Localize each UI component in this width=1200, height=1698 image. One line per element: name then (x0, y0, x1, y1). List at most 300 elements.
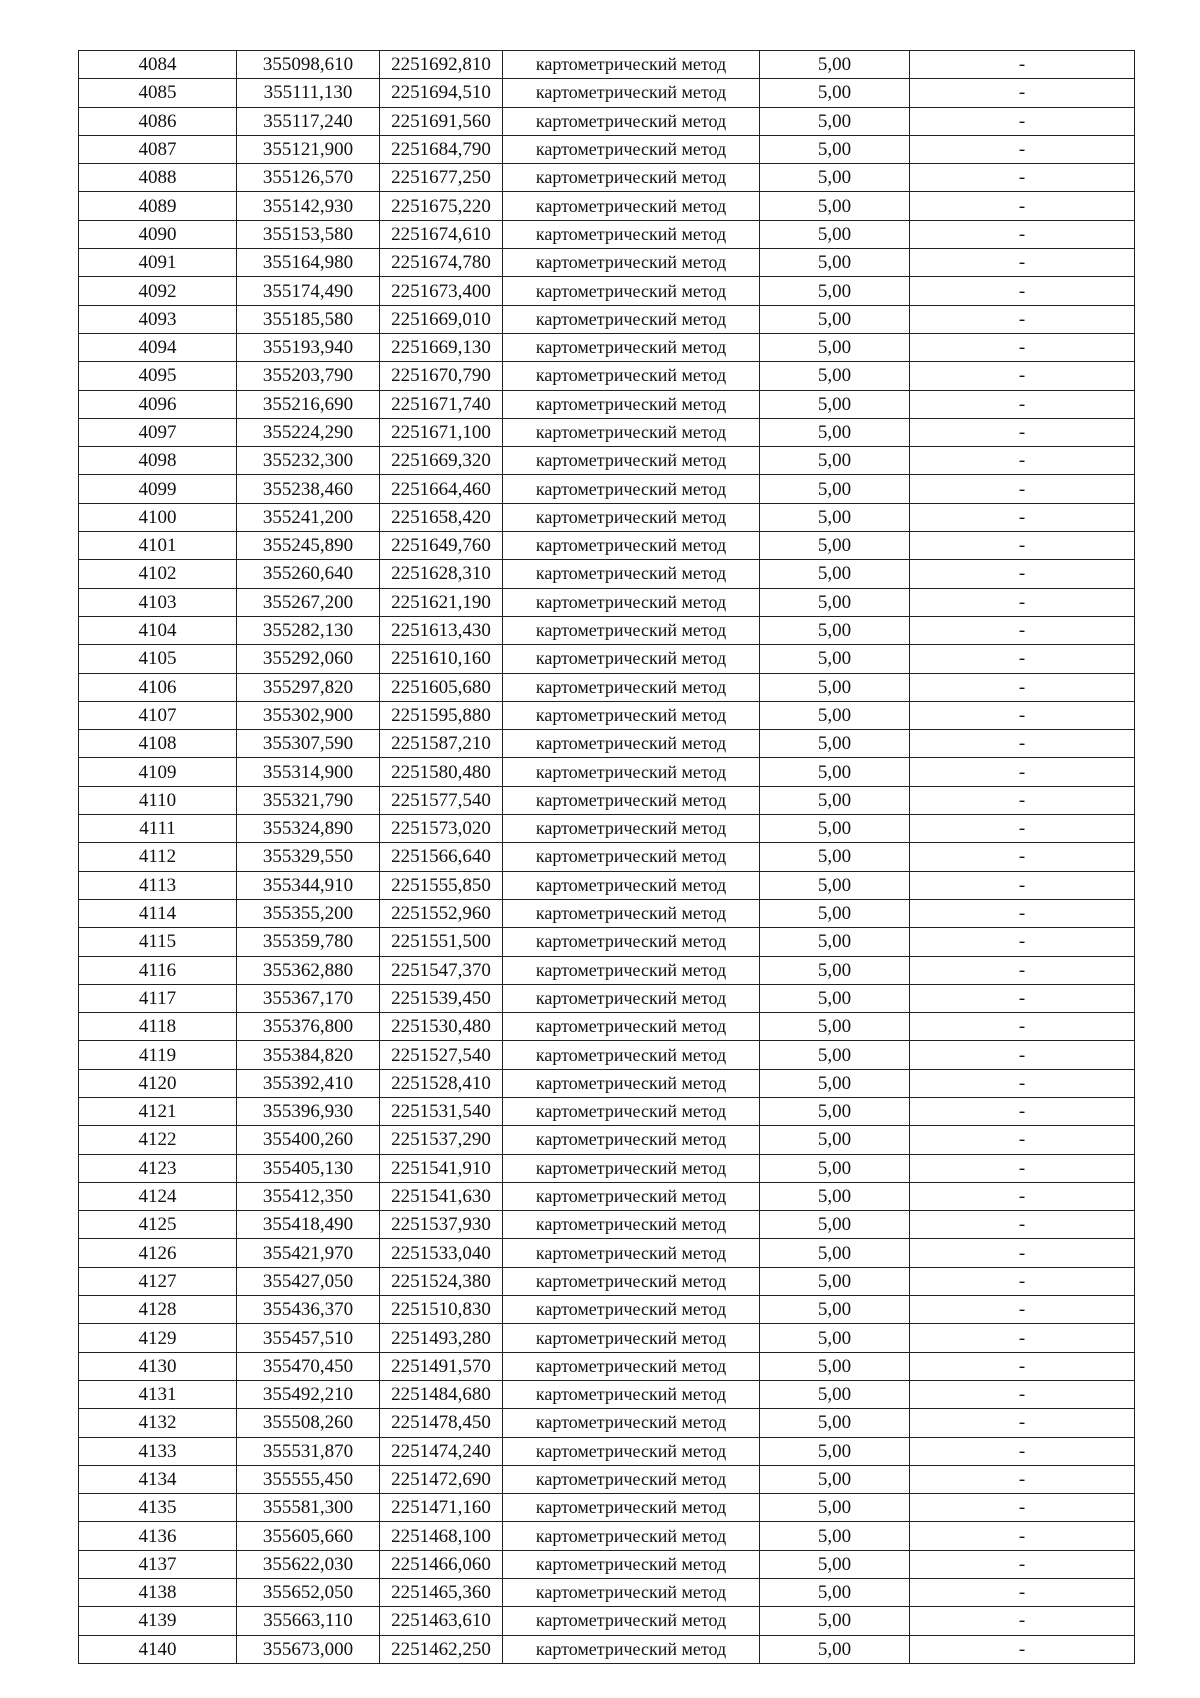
x-coordinate-cell: 355121,900 (237, 135, 380, 163)
accuracy-cell: 5,00 (760, 815, 910, 843)
point-number-cell: 4139 (79, 1607, 237, 1635)
method-cell: картометрический метод (503, 786, 760, 814)
x-coordinate-cell: 355245,890 (237, 532, 380, 560)
x-coordinate-cell: 355111,130 (237, 79, 380, 107)
x-coordinate-cell: 355376,800 (237, 1013, 380, 1041)
point-number-cell: 4106 (79, 673, 237, 701)
y-coordinate-cell: 2251610,160 (380, 645, 503, 673)
x-coordinate-cell: 355193,940 (237, 333, 380, 361)
table-row (79, 984, 1135, 1012)
coordinates-table (78, 50, 1135, 1664)
y-coordinate-cell: 2251537,290 (380, 1126, 503, 1154)
method-cell: картометрический метод (503, 192, 760, 220)
y-coordinate-cell: 2251674,780 (380, 249, 503, 277)
description-cell: - (910, 673, 1135, 701)
table-row (79, 1437, 1135, 1465)
x-coordinate-cell: 355492,210 (237, 1380, 380, 1408)
table-row (79, 390, 1135, 418)
point-number-cell: 4140 (79, 1635, 237, 1663)
x-coordinate-cell: 355321,790 (237, 786, 380, 814)
method-cell: картометрический метод (503, 1409, 760, 1437)
y-coordinate-cell: 2251669,130 (380, 333, 503, 361)
x-coordinate-cell: 355117,240 (237, 107, 380, 135)
point-number-cell: 4135 (79, 1494, 237, 1522)
y-coordinate-cell: 2251694,510 (380, 79, 503, 107)
y-coordinate-cell: 2251537,930 (380, 1211, 503, 1239)
x-coordinate-cell: 355362,880 (237, 956, 380, 984)
y-coordinate-cell: 2251669,320 (380, 447, 503, 475)
point-number-cell: 4101 (79, 532, 237, 560)
x-coordinate-cell: 355153,580 (237, 220, 380, 248)
point-number-cell: 4105 (79, 645, 237, 673)
x-coordinate-cell: 355344,910 (237, 871, 380, 899)
point-number-cell: 4111 (79, 815, 237, 843)
y-coordinate-cell: 2251541,910 (380, 1154, 503, 1182)
method-cell: картометрический метод (503, 1607, 760, 1635)
point-number-cell: 4089 (79, 192, 237, 220)
accuracy-cell: 5,00 (760, 1013, 910, 1041)
description-cell: - (910, 1211, 1135, 1239)
x-coordinate-cell: 355555,450 (237, 1465, 380, 1493)
table-row (79, 616, 1135, 644)
description-cell: - (910, 1607, 1135, 1635)
x-coordinate-cell: 355470,450 (237, 1352, 380, 1380)
point-number-cell: 4096 (79, 390, 237, 418)
accuracy-cell: 5,00 (760, 1211, 910, 1239)
table-row (79, 532, 1135, 560)
y-coordinate-cell: 2251691,560 (380, 107, 503, 135)
accuracy-cell: 5,00 (760, 1380, 910, 1408)
table-row (79, 1041, 1135, 1069)
point-number-cell: 4116 (79, 956, 237, 984)
description-cell: - (910, 107, 1135, 135)
point-number-cell: 4124 (79, 1182, 237, 1210)
y-coordinate-cell: 2251669,010 (380, 305, 503, 333)
y-coordinate-cell: 2251527,540 (380, 1041, 503, 1069)
description-cell: - (910, 362, 1135, 390)
x-coordinate-cell: 355359,780 (237, 928, 380, 956)
x-coordinate-cell: 355324,890 (237, 815, 380, 843)
method-cell: картометрический метод (503, 51, 760, 79)
point-number-cell: 4100 (79, 503, 237, 531)
x-coordinate-cell: 355436,370 (237, 1296, 380, 1324)
description-cell: - (910, 1579, 1135, 1607)
description-cell: - (910, 1324, 1135, 1352)
point-number-cell: 4137 (79, 1550, 237, 1578)
point-number-cell: 4088 (79, 164, 237, 192)
y-coordinate-cell: 2251621,190 (380, 588, 503, 616)
y-coordinate-cell: 2251675,220 (380, 192, 503, 220)
accuracy-cell: 5,00 (760, 532, 910, 560)
description-cell: - (910, 532, 1135, 560)
accuracy-cell: 5,00 (760, 1239, 910, 1267)
accuracy-cell: 5,00 (760, 984, 910, 1012)
table-row (79, 51, 1135, 79)
table-row (79, 956, 1135, 984)
point-number-cell: 4110 (79, 786, 237, 814)
table-row (79, 1126, 1135, 1154)
point-number-cell: 4091 (79, 249, 237, 277)
accuracy-cell: 5,00 (760, 418, 910, 446)
x-coordinate-cell: 355605,660 (237, 1522, 380, 1550)
table-row (79, 673, 1135, 701)
description-cell: - (910, 249, 1135, 277)
table-row (79, 164, 1135, 192)
table-row (79, 249, 1135, 277)
y-coordinate-cell: 2251465,360 (380, 1579, 503, 1607)
description-cell: - (910, 843, 1135, 871)
accuracy-cell: 5,00 (760, 249, 910, 277)
x-coordinate-cell: 355216,690 (237, 390, 380, 418)
y-coordinate-cell: 2251533,040 (380, 1239, 503, 1267)
table-row (79, 135, 1135, 163)
y-coordinate-cell: 2251684,790 (380, 135, 503, 163)
table-row (79, 1154, 1135, 1182)
accuracy-cell: 5,00 (760, 1522, 910, 1550)
x-coordinate-cell: 355282,130 (237, 616, 380, 644)
point-number-cell: 4133 (79, 1437, 237, 1465)
accuracy-cell: 5,00 (760, 503, 910, 531)
y-coordinate-cell: 2251539,450 (380, 984, 503, 1012)
method-cell: картометрический метод (503, 1635, 760, 1663)
method-cell: картометрический метод (503, 1097, 760, 1125)
description-cell: - (910, 51, 1135, 79)
method-cell: картометрический метод (503, 1465, 760, 1493)
table-row (79, 588, 1135, 616)
method-cell: картометрический метод (503, 1352, 760, 1380)
point-number-cell: 4084 (79, 51, 237, 79)
table-row (79, 758, 1135, 786)
x-coordinate-cell: 355508,260 (237, 1409, 380, 1437)
accuracy-cell: 5,00 (760, 1182, 910, 1210)
table-row (79, 899, 1135, 927)
x-coordinate-cell: 355302,900 (237, 701, 380, 729)
accuracy-cell: 5,00 (760, 928, 910, 956)
y-coordinate-cell: 2251531,540 (380, 1097, 503, 1125)
x-coordinate-cell: 355203,790 (237, 362, 380, 390)
table-row (79, 447, 1135, 475)
y-coordinate-cell: 2251524,380 (380, 1267, 503, 1295)
x-coordinate-cell: 355405,130 (237, 1154, 380, 1182)
accuracy-cell: 5,00 (760, 1579, 910, 1607)
method-cell: картометрический метод (503, 1154, 760, 1182)
accuracy-cell: 5,00 (760, 1041, 910, 1069)
table-row (79, 1182, 1135, 1210)
table-row (79, 1324, 1135, 1352)
method-cell: картометрический метод (503, 1494, 760, 1522)
description-cell: - (910, 588, 1135, 616)
point-number-cell: 4130 (79, 1352, 237, 1380)
description-cell: - (910, 701, 1135, 729)
description-cell: - (910, 277, 1135, 305)
description-cell: - (910, 192, 1135, 220)
y-coordinate-cell: 2251671,100 (380, 418, 503, 446)
accuracy-cell: 5,00 (760, 79, 910, 107)
x-coordinate-cell: 355292,060 (237, 645, 380, 673)
point-number-cell: 4138 (79, 1579, 237, 1607)
y-coordinate-cell: 2251587,210 (380, 730, 503, 758)
description-cell: - (910, 447, 1135, 475)
x-coordinate-cell: 355367,170 (237, 984, 380, 1012)
table-row (79, 1409, 1135, 1437)
accuracy-cell: 5,00 (760, 843, 910, 871)
table-row (79, 815, 1135, 843)
x-coordinate-cell: 355652,050 (237, 1579, 380, 1607)
point-number-cell: 4134 (79, 1465, 237, 1493)
x-coordinate-cell: 355297,820 (237, 673, 380, 701)
table-row (79, 475, 1135, 503)
y-coordinate-cell: 2251478,450 (380, 1409, 503, 1437)
accuracy-cell: 5,00 (760, 588, 910, 616)
method-cell: картометрический метод (503, 1579, 760, 1607)
description-cell: - (910, 79, 1135, 107)
y-coordinate-cell: 2251649,760 (380, 532, 503, 560)
table-row (79, 192, 1135, 220)
accuracy-cell: 5,00 (760, 1154, 910, 1182)
method-cell: картометрический метод (503, 871, 760, 899)
y-coordinate-cell: 2251580,480 (380, 758, 503, 786)
method-cell: картометрический метод (503, 418, 760, 446)
accuracy-cell: 5,00 (760, 1126, 910, 1154)
method-cell: картометрический метод (503, 107, 760, 135)
table-row (79, 1465, 1135, 1493)
accuracy-cell: 5,00 (760, 1324, 910, 1352)
point-number-cell: 4123 (79, 1154, 237, 1182)
table-row (79, 362, 1135, 390)
x-coordinate-cell: 355267,200 (237, 588, 380, 616)
description-cell: - (910, 984, 1135, 1012)
table-row (79, 786, 1135, 814)
accuracy-cell: 5,00 (760, 786, 910, 814)
accuracy-cell: 5,00 (760, 192, 910, 220)
method-cell: картометрический метод (503, 333, 760, 361)
y-coordinate-cell: 2251573,020 (380, 815, 503, 843)
x-coordinate-cell: 355232,300 (237, 447, 380, 475)
point-number-cell: 4098 (79, 447, 237, 475)
table-row (79, 701, 1135, 729)
y-coordinate-cell: 2251493,280 (380, 1324, 503, 1352)
accuracy-cell: 5,00 (760, 1635, 910, 1663)
description-cell: - (910, 1126, 1135, 1154)
description-cell: - (910, 1550, 1135, 1578)
accuracy-cell: 5,00 (760, 305, 910, 333)
description-cell: - (910, 333, 1135, 361)
method-cell: картометрический метод (503, 560, 760, 588)
table-row (79, 1522, 1135, 1550)
x-coordinate-cell: 355622,030 (237, 1550, 380, 1578)
method-cell: картометрический метод (503, 1522, 760, 1550)
x-coordinate-cell: 355427,050 (237, 1267, 380, 1295)
description-cell: - (910, 220, 1135, 248)
y-coordinate-cell: 2251670,790 (380, 362, 503, 390)
description-cell: - (910, 164, 1135, 192)
method-cell: картометрический метод (503, 362, 760, 390)
method-cell: картометрический метод (503, 475, 760, 503)
y-coordinate-cell: 2251628,310 (380, 560, 503, 588)
method-cell: картометрический метод (503, 447, 760, 475)
point-number-cell: 4129 (79, 1324, 237, 1352)
method-cell: картометрический метод (503, 1550, 760, 1578)
x-coordinate-cell: 355400,260 (237, 1126, 380, 1154)
y-coordinate-cell: 2251692,810 (380, 51, 503, 79)
description-cell: - (910, 1635, 1135, 1663)
x-coordinate-cell: 355418,490 (237, 1211, 380, 1239)
accuracy-cell: 5,00 (760, 390, 910, 418)
accuracy-cell: 5,00 (760, 447, 910, 475)
point-number-cell: 4119 (79, 1041, 237, 1069)
point-number-cell: 4113 (79, 871, 237, 899)
description-cell: - (910, 1239, 1135, 1267)
y-coordinate-cell: 2251677,250 (380, 164, 503, 192)
y-coordinate-cell: 2251468,100 (380, 1522, 503, 1550)
point-number-cell: 4122 (79, 1126, 237, 1154)
method-cell: картометрический метод (503, 305, 760, 333)
y-coordinate-cell: 2251541,630 (380, 1182, 503, 1210)
description-cell: - (910, 1494, 1135, 1522)
x-coordinate-cell: 355241,200 (237, 503, 380, 531)
point-number-cell: 4085 (79, 79, 237, 107)
accuracy-cell: 5,00 (760, 51, 910, 79)
x-coordinate-cell: 355355,200 (237, 899, 380, 927)
table-row (79, 1013, 1135, 1041)
point-number-cell: 4094 (79, 333, 237, 361)
table-row (79, 1494, 1135, 1522)
x-coordinate-cell: 355663,110 (237, 1607, 380, 1635)
point-number-cell: 4115 (79, 928, 237, 956)
method-cell: картометрический метод (503, 701, 760, 729)
description-cell: - (910, 871, 1135, 899)
accuracy-cell: 5,00 (760, 560, 910, 588)
description-cell: - (910, 1296, 1135, 1324)
table-row (79, 1607, 1135, 1635)
y-coordinate-cell: 2251673,400 (380, 277, 503, 305)
point-number-cell: 4093 (79, 305, 237, 333)
table-row (79, 1267, 1135, 1295)
method-cell: картометрический метод (503, 928, 760, 956)
accuracy-cell: 5,00 (760, 220, 910, 248)
method-cell: картометрический метод (503, 1296, 760, 1324)
point-number-cell: 4103 (79, 588, 237, 616)
method-cell: картометрический метод (503, 956, 760, 984)
method-cell: картометрический метод (503, 1013, 760, 1041)
point-number-cell: 4108 (79, 730, 237, 758)
table-row (79, 645, 1135, 673)
description-cell: - (910, 1522, 1135, 1550)
method-cell: картометрический метод (503, 1324, 760, 1352)
accuracy-cell: 5,00 (760, 475, 910, 503)
method-cell: картометрический метод (503, 1126, 760, 1154)
method-cell: картометрический метод (503, 277, 760, 305)
description-cell: - (910, 1182, 1135, 1210)
table-row (79, 1211, 1135, 1239)
x-coordinate-cell: 355142,930 (237, 192, 380, 220)
accuracy-cell: 5,00 (760, 899, 910, 927)
description-cell: - (910, 758, 1135, 786)
method-cell: картометрический метод (503, 79, 760, 107)
description-cell: - (910, 560, 1135, 588)
method-cell: картометрический метод (503, 984, 760, 1012)
method-cell: картометрический метод (503, 390, 760, 418)
description-cell: - (910, 1437, 1135, 1465)
table-row (79, 107, 1135, 135)
table-row (79, 277, 1135, 305)
description-cell: - (910, 730, 1135, 758)
point-number-cell: 4132 (79, 1409, 237, 1437)
method-cell: картометрический метод (503, 1437, 760, 1465)
description-cell: - (910, 305, 1135, 333)
x-coordinate-cell: 355581,300 (237, 1494, 380, 1522)
method-cell: картометрический метод (503, 645, 760, 673)
x-coordinate-cell: 355174,490 (237, 277, 380, 305)
y-coordinate-cell: 2251605,680 (380, 673, 503, 701)
coordinates-table-body (79, 51, 1135, 1664)
table-row (79, 333, 1135, 361)
x-coordinate-cell: 355531,870 (237, 1437, 380, 1465)
method-cell: картометрический метод (503, 249, 760, 277)
accuracy-cell: 5,00 (760, 1494, 910, 1522)
description-cell: - (910, 135, 1135, 163)
method-cell: картометрический метод (503, 164, 760, 192)
description-cell: - (910, 1465, 1135, 1493)
accuracy-cell: 5,00 (760, 333, 910, 361)
x-coordinate-cell: 355396,930 (237, 1097, 380, 1125)
point-number-cell: 4136 (79, 1522, 237, 1550)
y-coordinate-cell: 2251474,240 (380, 1437, 503, 1465)
y-coordinate-cell: 2251555,850 (380, 871, 503, 899)
accuracy-cell: 5,00 (760, 645, 910, 673)
table-row (79, 843, 1135, 871)
y-coordinate-cell: 2251528,410 (380, 1069, 503, 1097)
point-number-cell: 4087 (79, 135, 237, 163)
table-row (79, 503, 1135, 531)
y-coordinate-cell: 2251658,420 (380, 503, 503, 531)
table-row (79, 1579, 1135, 1607)
point-number-cell: 4107 (79, 701, 237, 729)
method-cell: картометрический метод (503, 1069, 760, 1097)
point-number-cell: 4104 (79, 616, 237, 644)
y-coordinate-cell: 2251671,740 (380, 390, 503, 418)
method-cell: картометрический метод (503, 616, 760, 644)
y-coordinate-cell: 2251595,880 (380, 701, 503, 729)
accuracy-cell: 5,00 (760, 1097, 910, 1125)
method-cell: картометрический метод (503, 758, 760, 786)
point-number-cell: 4095 (79, 362, 237, 390)
accuracy-cell: 5,00 (760, 871, 910, 899)
y-coordinate-cell: 2251674,610 (380, 220, 503, 248)
x-coordinate-cell: 355329,550 (237, 843, 380, 871)
method-cell: картометрический метод (503, 1380, 760, 1408)
point-number-cell: 4127 (79, 1267, 237, 1295)
point-number-cell: 4125 (79, 1211, 237, 1239)
description-cell: - (910, 418, 1135, 446)
x-coordinate-cell: 355314,900 (237, 758, 380, 786)
description-cell: - (910, 503, 1135, 531)
table-row (79, 560, 1135, 588)
method-cell: картометрический метод (503, 220, 760, 248)
x-coordinate-cell: 355238,460 (237, 475, 380, 503)
accuracy-cell: 5,00 (760, 1352, 910, 1380)
accuracy-cell: 5,00 (760, 758, 910, 786)
description-cell: - (910, 1069, 1135, 1097)
point-number-cell: 4126 (79, 1239, 237, 1267)
table-row (79, 1239, 1135, 1267)
accuracy-cell: 5,00 (760, 1550, 910, 1578)
point-number-cell: 4114 (79, 899, 237, 927)
point-number-cell: 4131 (79, 1380, 237, 1408)
description-cell: - (910, 390, 1135, 418)
table-row (79, 418, 1135, 446)
table-row (79, 730, 1135, 758)
